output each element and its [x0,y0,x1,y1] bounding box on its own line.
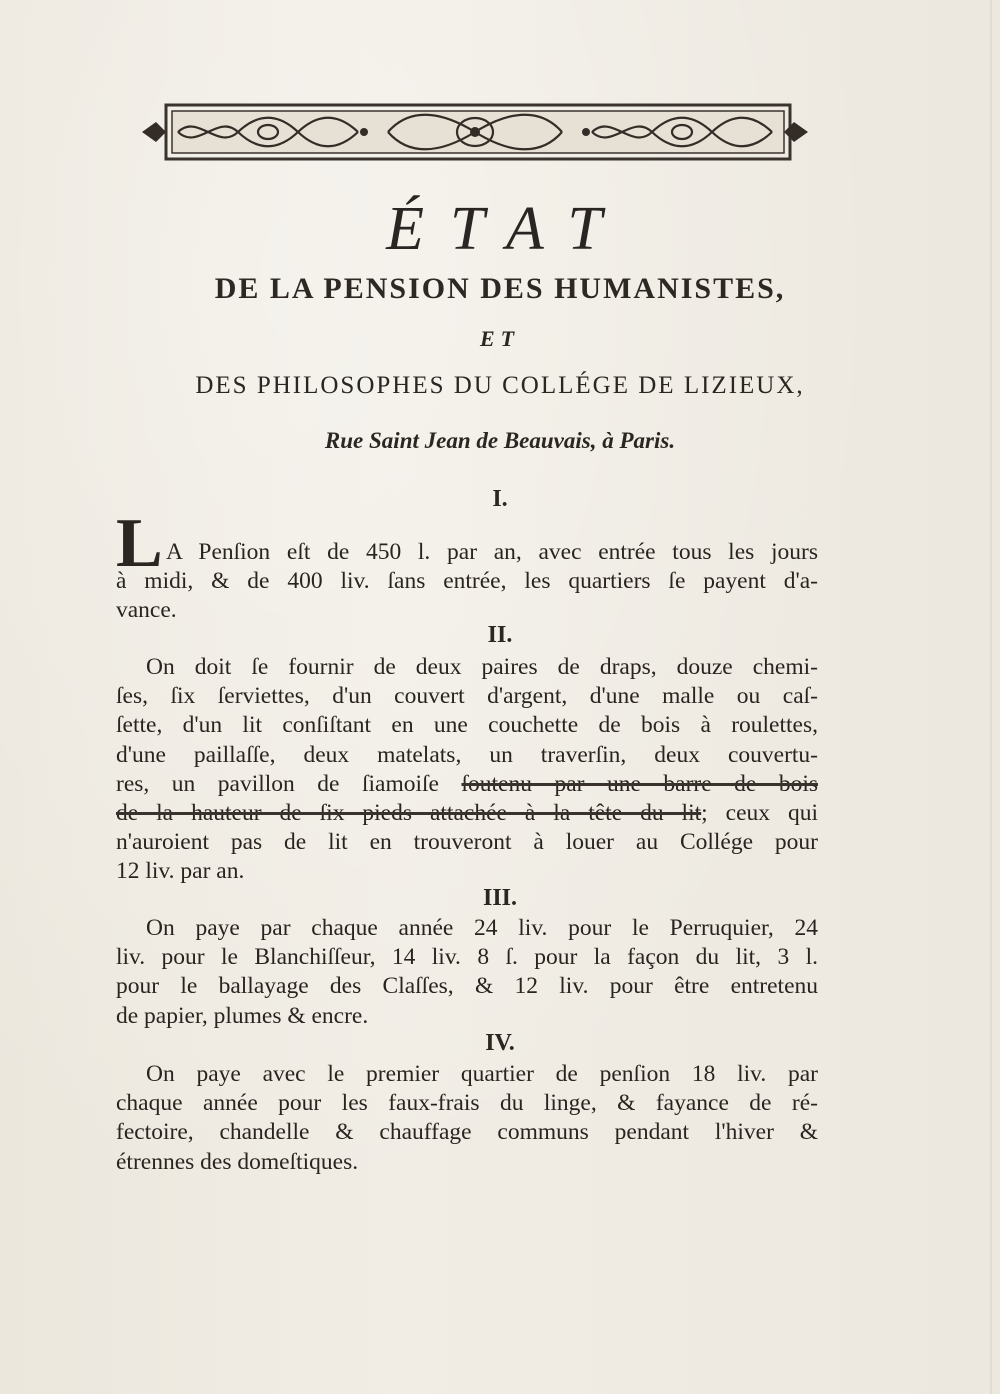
section-numeral-4: IV. [485,1030,515,1056]
section-numeral-1: I. [492,486,508,512]
text-line: A Penſion eſt de 450 l. par an, avec entrée tous les jours [166,539,818,565]
text-line: liv. pour le Blanchiſſeur, 14 liv. 8 ſ. pour la façon du lit, 3 l. [116,944,818,971]
text-line: fectoire, chandelle & chauffage communs pendant l'hiver & [116,1119,818,1146]
heading-line-2: ET [479,326,521,351]
text-fragment: res, un pavillon de ſiamoiſe [116,770,439,797]
text-line: On doit ſe fournir de deux paires de draps, douze chemi- [146,654,818,680]
text-line: n'auroient pas de lit en trouveront à louer au Collége pour [116,829,818,856]
section-3-paragraph [116,914,818,1031]
text-line: étrennes des domeſtiques. [116,1148,359,1175]
section-numeral-2: II. [487,622,513,648]
text-line: ſes, ſix ſerviettes, d'un couvert d'argent, d'une malle ou caſ- [116,683,818,710]
text-line: 12 liv. par an. [116,858,245,885]
section-numeral-3: III. [482,885,518,911]
text-line [116,770,818,799]
text-line: vance. [116,597,177,624]
text-line: On paye par chaque année 24 liv. pour le Perruquier, 24 [146,915,818,941]
text-line: d'une paillaſſe, deux matelats, un traverſin, deux couvertu- [116,741,818,768]
struck-out-text: ſoutenu par une barre de bois [461,770,818,797]
section-1-paragraph [116,538,818,626]
text-line: de papier, plumes & encre. [116,1002,369,1029]
text-line: à midi, & de 400 liv. ſans entrée, les quartiers ſe payent d'a- [116,568,818,595]
heading-address: Rue Saint Jean de Beauvais, à Paris. [324,428,676,453]
text-fragment: ; ceux qui [701,800,819,827]
page-title: ÉTAT [386,195,628,263]
section-2-paragraph [116,653,818,887]
text-line: chaque année pour les faux-frais du linge, & fayance de ré- [116,1090,818,1117]
drop-cap: L [116,505,163,582]
text-line: pour le ballayage des Claſſes, & 12 liv. pour être entretenu [116,973,818,1000]
heading-line-1: DE LA PENSION DES HUMANISTES, [214,272,786,305]
ornamental-headpiece [138,103,812,163]
text-line: On paye avec le premier quartier de penſion 18 liv. par [146,1061,818,1087]
text-line: ſette, d'un lit conſiſtant en une couchette de bois à roulettes, [116,712,818,739]
section-4-paragraph [116,1060,818,1177]
heading-line-3: DES PHILOSOPHES DU COLLÉGE DE LIZIEUX, [195,372,805,399]
struck-out-text: de la hauteur de ſix pieds attachée à la tête du lit [116,800,702,827]
text-line [116,799,818,828]
